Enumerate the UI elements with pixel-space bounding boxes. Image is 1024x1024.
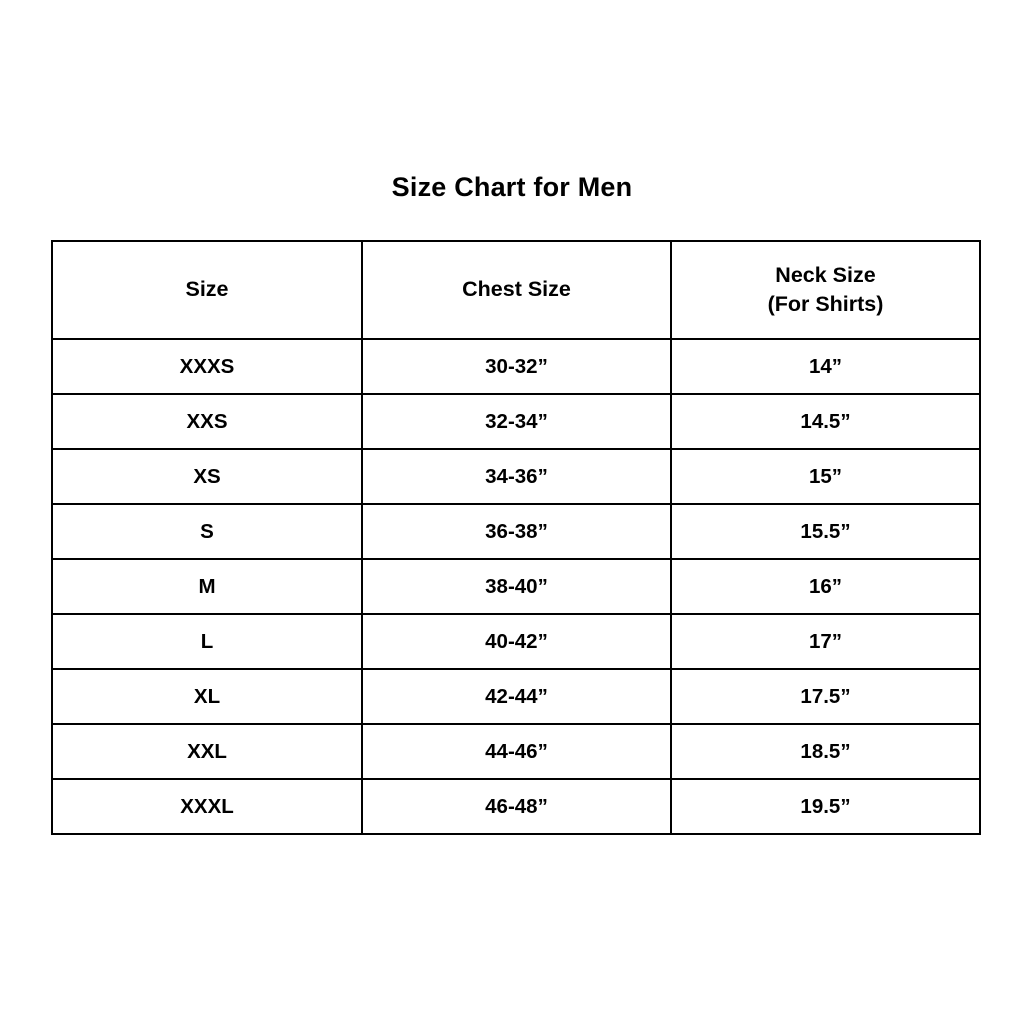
cell-neck: 14” — [671, 339, 980, 394]
cell-chest: 42-44” — [362, 669, 671, 724]
table-row — [52, 504, 980, 559]
column-header-chest-label: Chest Size — [462, 277, 571, 302]
cell-neck: 14.5” — [671, 394, 980, 449]
column-header-size — [52, 241, 362, 339]
table-row — [52, 614, 980, 669]
cell-chest: 40-42” — [362, 614, 671, 669]
cell-size: XXS — [52, 394, 362, 449]
cell-chest: 32-34” — [362, 394, 671, 449]
table-row — [52, 559, 980, 614]
cell-size: XXL — [52, 724, 362, 779]
cell-chest: 34-36” — [362, 449, 671, 504]
column-header-neck — [671, 241, 980, 339]
cell-neck: 18.5” — [671, 724, 980, 779]
table-header-row — [52, 241, 980, 339]
column-header-neck-sublabel: (For Shirts) — [767, 292, 884, 316]
cell-chest: 46-48” — [362, 779, 671, 834]
table-row — [52, 779, 980, 834]
cell-neck: 19.5” — [671, 779, 980, 834]
cell-chest: 38-40” — [362, 559, 671, 614]
cell-neck: 15” — [671, 449, 980, 504]
cell-neck: 17” — [671, 614, 980, 669]
cell-neck: 15.5” — [671, 504, 980, 559]
cell-size: XS — [52, 449, 362, 504]
cell-chest: 36-38” — [362, 504, 671, 559]
table-row — [52, 394, 980, 449]
cell-neck: 16” — [671, 559, 980, 614]
cell-size: XXXL — [52, 779, 362, 834]
column-header-chest — [362, 241, 671, 339]
table-row — [52, 449, 980, 504]
cell-size: XL — [52, 669, 362, 724]
cell-chest: 30-32” — [362, 339, 671, 394]
cell-size: S — [52, 504, 362, 559]
page-title: Size Chart for Men — [391, 172, 633, 202]
cell-chest: 44-46” — [362, 724, 671, 779]
cell-size: M — [52, 559, 362, 614]
table-header — [52, 241, 980, 339]
table-row — [52, 724, 980, 779]
column-header-size-label: Size — [185, 277, 229, 302]
column-header-neck-label: Neck Size — [775, 262, 876, 287]
cell-size: L — [52, 614, 362, 669]
table-row — [52, 339, 980, 394]
table-body — [52, 339, 980, 834]
cell-size: XXXS — [52, 339, 362, 394]
cell-neck: 17.5” — [671, 669, 980, 724]
table-row — [52, 669, 980, 724]
size-chart-table — [51, 240, 981, 835]
